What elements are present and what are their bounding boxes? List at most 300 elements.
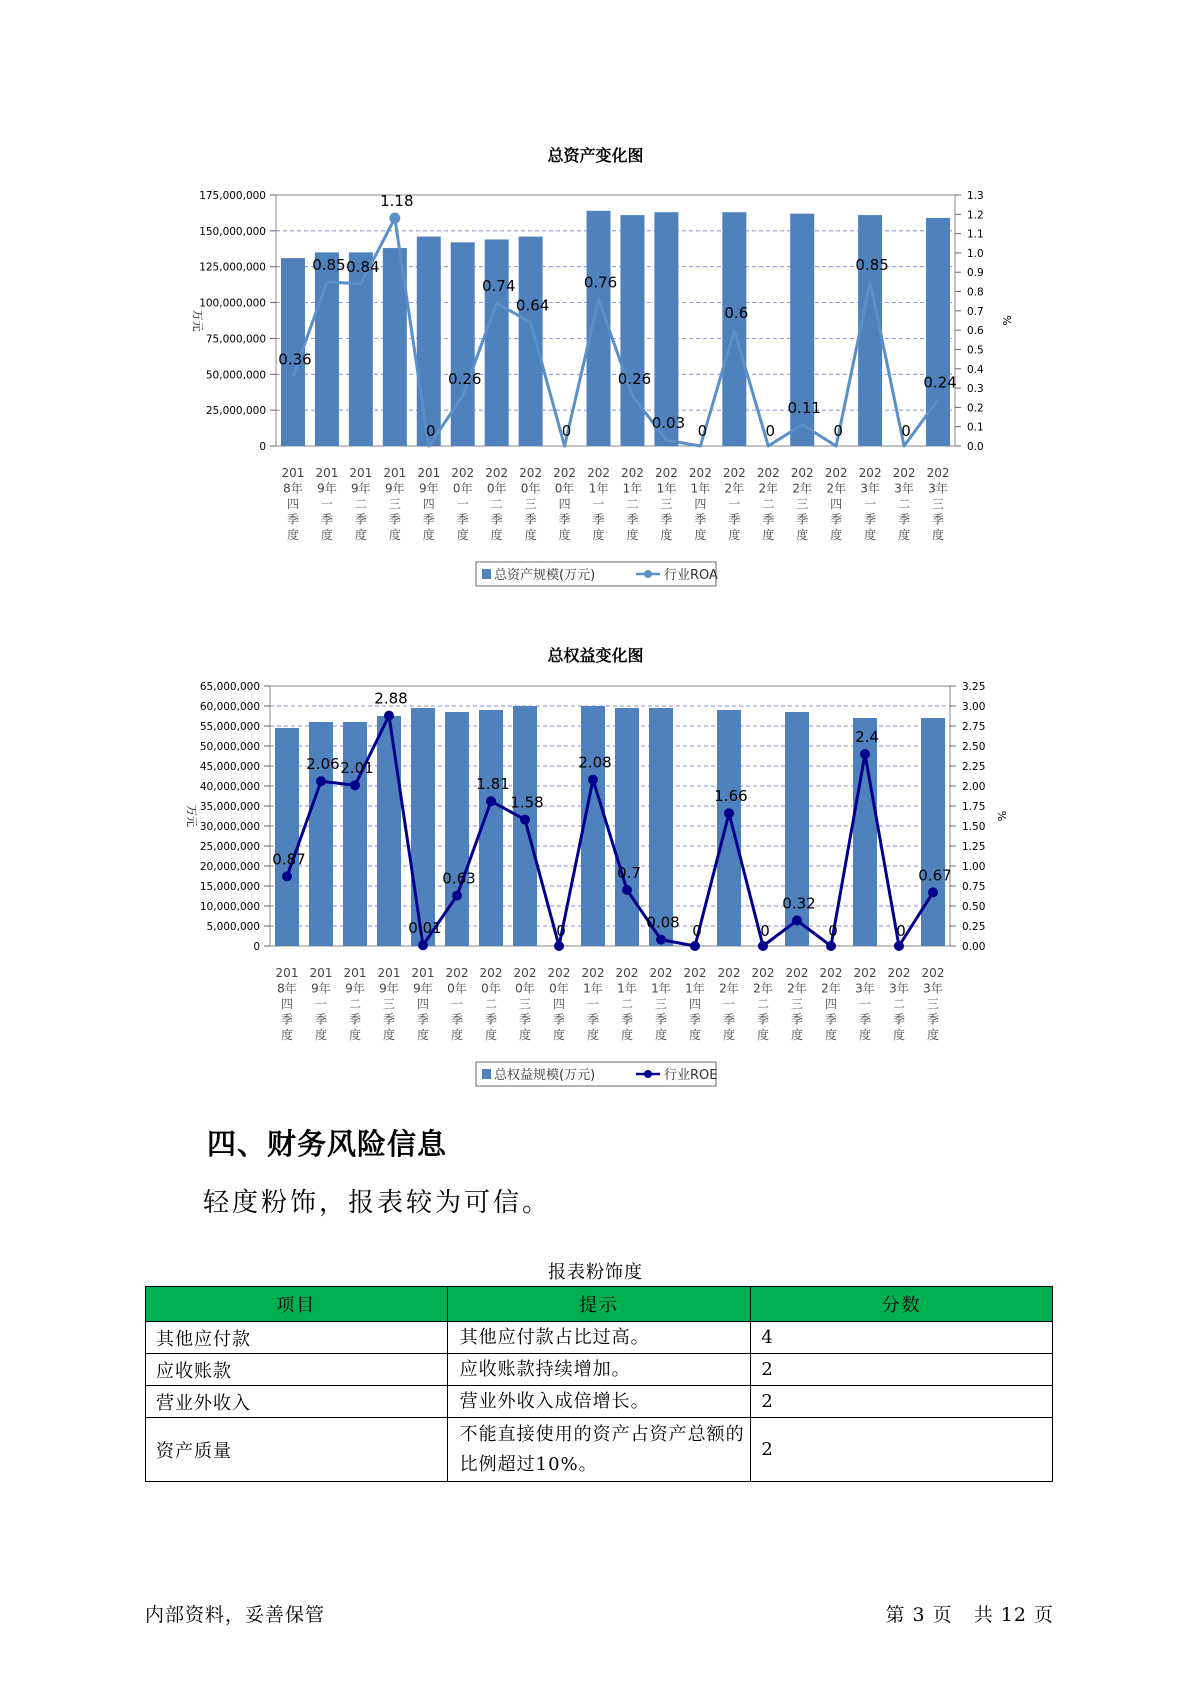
- y-right-tick-label: 0.8: [967, 286, 984, 299]
- x-tick-label: 度: [314, 1028, 328, 1042]
- y-left-tick-label: 100,000,000: [199, 297, 266, 310]
- data-label: 1.66: [714, 787, 748, 806]
- data-label: 0.26: [617, 369, 652, 388]
- x-tick-label: 1年: [617, 981, 637, 996]
- data-label: 0.6: [724, 304, 749, 323]
- x-tick-label: 二: [756, 997, 770, 1011]
- x-tick-label: 季: [416, 1012, 430, 1027]
- cell-hint: 不能直接使用的资产占资产总额的比例超过10%。: [447, 1418, 751, 1482]
- y-left-tick-label: 150,000,000: [199, 225, 266, 238]
- data-label: 0: [760, 922, 770, 940]
- x-tick-label: 201: [383, 466, 407, 480]
- y-right-tick-label: 0.00: [962, 941, 986, 953]
- y-left-tick-label: 55,000,000: [199, 721, 260, 733]
- y-left-tick-label: 20,000,000: [199, 861, 260, 873]
- x-tick-label: 2年: [724, 481, 745, 496]
- x-tick-label: 季: [490, 512, 503, 527]
- x-tick-label: 四: [688, 997, 702, 1011]
- plot-area: [270, 686, 950, 946]
- x-tick-label: 度: [490, 528, 503, 542]
- y-right-tick-label: 1.3: [967, 190, 984, 202]
- y-left-tick-label: 65,000,000: [199, 681, 260, 693]
- x-tick-label: 一: [456, 497, 469, 511]
- x-tick-label: 三: [790, 997, 804, 1011]
- x-tick-label: 202: [654, 466, 678, 480]
- x-tick-label: 201: [309, 966, 333, 980]
- x-tick-label: 季: [422, 512, 435, 527]
- x-tick-label: 一: [864, 497, 877, 511]
- x-tick-label: 9年: [345, 981, 365, 996]
- y-right-axis-label: %: [995, 810, 1008, 822]
- x-tick-label: 202: [756, 466, 780, 480]
- line-point: [860, 749, 870, 759]
- y-right-tick-label: 1.1: [967, 228, 984, 241]
- x-tick-label: 202: [479, 966, 503, 980]
- y-right-tick-label: 1.2: [967, 209, 984, 222]
- x-tick-label: 四: [416, 997, 430, 1011]
- x-tick-label: 季: [694, 512, 707, 527]
- line-point: [894, 941, 904, 951]
- x-tick-label: 度: [280, 1028, 294, 1042]
- cell-item: 营业外收入: [146, 1386, 448, 1418]
- header-item: 项目: [146, 1287, 448, 1322]
- x-tick-label: 201: [349, 466, 373, 480]
- data-label: 0.84: [346, 257, 380, 276]
- x-tick-label: 度: [382, 1028, 396, 1042]
- x-tick-label: 四: [830, 497, 843, 511]
- x-tick-label: 度: [932, 528, 945, 542]
- x-tick-label: 度: [422, 528, 435, 542]
- y-left-tick-label: 175,000,000: [199, 190, 266, 202]
- x-tick-label: 一: [722, 997, 736, 1011]
- x-tick-label: 四: [552, 997, 566, 1011]
- x-tick-label: 202: [615, 966, 639, 980]
- data-label: 0.32: [782, 894, 816, 913]
- line-point: [452, 891, 462, 901]
- data-label: 2.88: [374, 689, 408, 708]
- data-label: 0.85: [855, 255, 889, 274]
- data-label: 0.11: [787, 398, 821, 417]
- data-label: 0.76: [583, 273, 618, 292]
- x-tick-label: 2年: [753, 981, 773, 996]
- x-tick-label: 2年: [719, 981, 739, 996]
- x-tick-label: 202: [581, 966, 605, 980]
- x-tick-label: 202: [621, 466, 644, 480]
- chart1-title: 总资产变化图: [547, 146, 644, 165]
- x-tick-label: 201: [411, 966, 435, 980]
- x-tick-label: 季: [524, 512, 537, 527]
- x-tick-label: 度: [450, 1028, 464, 1042]
- header-score: 分数: [751, 1287, 1053, 1322]
- data-label: 0: [901, 422, 911, 440]
- x-tick-label: 9年: [351, 481, 371, 496]
- whitewash-table: [145, 1286, 1053, 1482]
- y-right-tick-label: 0.1: [967, 421, 984, 434]
- y-right-tick-label: 0.3: [967, 383, 984, 396]
- x-tick-label: 3年: [860, 481, 880, 496]
- x-tick-label: 1年: [651, 981, 671, 996]
- x-tick-label: 201: [343, 966, 367, 980]
- x-tick-label: 201: [281, 466, 305, 480]
- cell-item: 资产质量: [146, 1418, 448, 1482]
- data-label: 0.63: [442, 869, 476, 888]
- x-tick-label: 季: [314, 1012, 328, 1027]
- legend-bar-swatch: [482, 1069, 491, 1079]
- data-label: 0: [896, 922, 906, 940]
- x-tick-label: 季: [552, 1012, 566, 1027]
- data-label: 0.36: [278, 350, 312, 369]
- y-right-tick-label: 1.00: [962, 861, 986, 873]
- x-tick-label: 度: [892, 1028, 906, 1042]
- x-tick-label: 二: [348, 997, 362, 1011]
- x-tick-label: 3年: [889, 981, 909, 996]
- x-tick-label: 季: [626, 512, 639, 527]
- x-tick-label: 度: [348, 1028, 362, 1042]
- x-tick-label: 三: [388, 497, 401, 511]
- bar: [275, 728, 299, 946]
- x-tick-label: 三: [932, 497, 945, 511]
- x-tick-label: 三: [926, 997, 940, 1011]
- x-tick-label: 度: [552, 1028, 566, 1042]
- cell-score: 2: [751, 1418, 1053, 1482]
- y-left-axis-label: 万元: [185, 805, 198, 827]
- line-point: [792, 915, 802, 925]
- y-right-tick-label: 1.0: [967, 247, 984, 260]
- line-point: [554, 941, 564, 951]
- x-tick-label: 三: [382, 997, 396, 1011]
- x-tick-label: 1年: [656, 481, 677, 496]
- x-tick-label: 1年: [622, 481, 643, 496]
- x-tick-label: 四: [286, 497, 299, 511]
- y-left-tick-label: 0: [253, 941, 260, 953]
- x-tick-label: 季: [932, 512, 945, 527]
- x-tick-label: 202: [892, 466, 916, 480]
- x-tick-label: 度: [762, 528, 775, 542]
- x-tick-label: 度: [524, 528, 537, 542]
- x-tick-label: 度: [620, 1028, 634, 1042]
- x-tick-label: 202: [683, 966, 707, 980]
- x-tick-label: 0年: [486, 481, 507, 496]
- y-right-tick-label: 2.25: [962, 761, 986, 773]
- bar: [513, 706, 537, 946]
- x-tick-label: 度: [416, 1028, 430, 1042]
- x-tick-label: 季: [450, 1012, 464, 1027]
- y-right-tick-label: 1.50: [962, 821, 986, 833]
- x-tick-label: 3年: [855, 981, 875, 996]
- data-label: 2.08: [578, 753, 612, 772]
- x-tick-label: 季: [756, 1012, 770, 1027]
- x-tick-label: 度: [694, 528, 707, 542]
- x-tick-label: 度: [286, 528, 299, 542]
- y-left-tick-label: 15,000,000: [199, 881, 260, 893]
- y-right-tick-label: 0.7: [967, 305, 984, 318]
- cell-item: 其他应付款: [146, 1322, 448, 1354]
- section-heading: 四、财务风险信息: [207, 1127, 448, 1161]
- data-label: 2.06: [306, 755, 340, 774]
- x-tick-label: 季: [620, 1012, 634, 1027]
- x-tick-label: 一: [586, 997, 600, 1011]
- y-right-tick-label: 0.4: [967, 363, 984, 376]
- x-tick-label: 季: [926, 1012, 940, 1027]
- bar: [717, 710, 741, 946]
- x-tick-label: 201: [377, 966, 401, 980]
- x-tick-label: 季: [892, 1012, 906, 1027]
- data-label: 0.24: [923, 373, 957, 392]
- x-tick-label: 季: [824, 1012, 838, 1027]
- x-tick-label: 1年: [588, 481, 609, 496]
- y-right-tick-label: 0.2: [967, 402, 984, 415]
- x-tick-label: 202: [513, 966, 537, 980]
- y-left-tick-label: 30,000,000: [199, 821, 260, 833]
- x-tick-label: 201: [315, 466, 339, 480]
- y-left-tick-label: 25,000,000: [205, 405, 266, 418]
- footer-page-number: 第 3 页 共 12 页: [885, 1604, 1054, 1626]
- x-tick-label: 四: [422, 497, 435, 511]
- y-right-axis-label: %: [1000, 315, 1013, 326]
- table-row: [146, 1418, 1053, 1482]
- data-label: 0: [692, 922, 702, 940]
- x-tick-label: 二: [898, 497, 911, 511]
- x-tick-label: 季: [456, 512, 469, 527]
- x-tick-label: 季: [654, 1012, 668, 1027]
- table-row: [146, 1322, 1053, 1354]
- legend-bar-label: 总资产规模(万元): [494, 568, 596, 583]
- cell-hint: 应收账款持续增加。: [447, 1354, 751, 1386]
- x-tick-label: 度: [864, 528, 877, 542]
- y-left-tick-label: 125,000,000: [199, 261, 266, 274]
- table-row: [146, 1386, 1053, 1418]
- bar: [445, 712, 469, 946]
- x-tick-label: 度: [388, 528, 401, 542]
- x-tick-label: 季: [348, 1012, 362, 1027]
- table-header-row: [146, 1287, 1053, 1322]
- cell-score: 2: [751, 1386, 1053, 1418]
- x-tick-label: 一: [728, 497, 741, 511]
- data-label: 0: [561, 422, 572, 440]
- x-tick-label: 四: [280, 997, 294, 1011]
- x-tick-label: 一: [858, 997, 872, 1011]
- x-tick-label: 二: [484, 997, 498, 1011]
- x-tick-label: 3年: [894, 481, 914, 496]
- legend-line-marker: [644, 1070, 652, 1078]
- x-tick-label: 度: [626, 528, 639, 542]
- y-left-tick-label: 75,000,000: [205, 333, 266, 346]
- x-tick-label: 季: [518, 1012, 532, 1027]
- x-tick-label: 202: [587, 466, 610, 480]
- x-tick-label: 2年: [826, 481, 846, 496]
- x-tick-label: 202: [485, 466, 509, 480]
- x-tick-label: 季: [558, 512, 571, 527]
- x-tick-label: 度: [518, 1028, 532, 1042]
- x-tick-label: 9年: [311, 981, 331, 996]
- x-tick-label: 季: [830, 512, 843, 527]
- line-point: [486, 796, 496, 806]
- y-right-tick-label: 0.50: [962, 901, 986, 913]
- x-tick-label: 季: [286, 512, 299, 527]
- x-tick-label: 度: [456, 528, 469, 542]
- line-point: [282, 871, 292, 881]
- x-tick-label: 二: [354, 497, 367, 511]
- cell-score: 4: [751, 1322, 1053, 1354]
- x-tick-label: 二: [626, 497, 639, 511]
- x-tick-label: 202: [445, 966, 469, 980]
- x-tick-label: 8年: [277, 981, 297, 996]
- x-tick-label: 四: [694, 497, 707, 511]
- line-point: [350, 780, 360, 790]
- x-tick-label: 2年: [821, 981, 841, 996]
- data-label: 2.4: [855, 728, 879, 746]
- line-point: [384, 711, 394, 721]
- x-tick-label: 202: [547, 966, 571, 980]
- line-point: [690, 941, 700, 951]
- x-tick-label: 度: [654, 1028, 668, 1042]
- x-tick-label: 202: [451, 466, 475, 480]
- y-right-tick-label: 0.75: [962, 881, 986, 893]
- y-right-tick-label: 2.00: [962, 781, 986, 793]
- x-tick-label: 201: [275, 966, 299, 980]
- x-tick-label: 度: [592, 528, 605, 542]
- x-tick-label: 0年: [554, 481, 575, 496]
- x-tick-label: 202: [519, 466, 543, 480]
- x-tick-label: 度: [796, 528, 809, 542]
- line-point: [826, 941, 836, 951]
- bar: [615, 708, 639, 946]
- y-right-tick-label: 2.50: [962, 741, 986, 753]
- x-tick-label: 三: [518, 997, 532, 1011]
- x-tick-label: 季: [898, 512, 911, 527]
- data-label: 0: [833, 422, 843, 440]
- data-label: 0: [556, 922, 566, 940]
- x-tick-label: 度: [354, 528, 367, 542]
- x-tick-label: 1年: [690, 481, 711, 496]
- data-label: 0.64: [515, 296, 550, 315]
- x-tick-label: 202: [688, 466, 712, 480]
- data-label: 0: [765, 422, 776, 440]
- x-tick-label: 202: [926, 466, 950, 480]
- x-tick-label: 三: [660, 497, 673, 511]
- x-tick-label: 202: [649, 966, 673, 980]
- x-tick-label: 9年: [413, 981, 433, 996]
- x-tick-label: 9年: [418, 481, 439, 496]
- bar: [921, 718, 945, 946]
- x-tick-label: 季: [796, 512, 809, 527]
- x-tick-label: 度: [586, 1028, 600, 1042]
- data-label: 0.74: [481, 277, 516, 296]
- y-right-tick-label: 0.5: [967, 344, 984, 357]
- x-tick-label: 0年: [549, 981, 569, 996]
- line-point: [622, 885, 632, 895]
- data-label: 1.58: [510, 793, 544, 812]
- y-left-tick-label: 10,000,000: [199, 901, 260, 913]
- x-tick-label: 季: [762, 512, 775, 527]
- x-tick-label: 0年: [520, 481, 541, 496]
- x-tick-label: 二: [490, 497, 503, 511]
- legend-line-label: 行业ROA: [664, 568, 718, 583]
- x-tick-label: 季: [586, 1012, 600, 1027]
- data-label: 0.01: [408, 919, 442, 938]
- data-label: 0: [426, 422, 436, 440]
- y-right-tick-label: 0.9: [967, 267, 984, 280]
- x-tick-label: 二: [620, 997, 634, 1011]
- x-tick-label: 9年: [385, 481, 405, 496]
- x-tick-label: 三: [654, 997, 668, 1011]
- x-tick-label: 二: [892, 997, 906, 1011]
- data-label: 0.7: [617, 864, 641, 882]
- data-label: 0.87: [272, 850, 306, 869]
- y-right-tick-label: 1.25: [962, 841, 986, 853]
- legend-line-label: 行业ROE: [664, 1068, 718, 1083]
- x-tick-label: 1年: [685, 981, 705, 996]
- x-tick-label: 202: [853, 966, 877, 980]
- x-tick-label: 度: [830, 528, 843, 542]
- bar: [377, 716, 401, 946]
- line-point: [928, 887, 938, 897]
- bar: [343, 722, 367, 946]
- y-left-tick-label: 5,000,000: [206, 921, 260, 933]
- legend-bar-label: 总权益规模(万元): [494, 1068, 596, 1083]
- line-point: [588, 775, 598, 785]
- x-tick-label: 0年: [515, 981, 535, 996]
- y-left-tick-label: 50,000,000: [205, 369, 266, 382]
- x-tick-label: 三: [796, 497, 809, 511]
- data-label: 1.81: [476, 775, 510, 794]
- data-label: 0.26: [448, 369, 482, 388]
- x-tick-label: 季: [660, 512, 673, 527]
- line-point: [316, 776, 326, 786]
- y-left-tick-label: 60,000,000: [199, 701, 260, 713]
- x-tick-label: 度: [320, 528, 333, 542]
- x-tick-label: 度: [484, 1028, 498, 1042]
- x-tick-label: 季: [484, 1012, 498, 1027]
- cell-item: 应收账款: [146, 1354, 448, 1386]
- y-right-tick-label: 1.75: [962, 801, 986, 813]
- x-tick-label: 度: [824, 1028, 838, 1042]
- x-tick-label: 度: [722, 1028, 736, 1042]
- x-tick-label: 9年: [317, 481, 337, 496]
- x-tick-label: 一: [314, 997, 328, 1011]
- x-tick-label: 度: [858, 1028, 872, 1042]
- x-tick-label: 度: [558, 528, 571, 542]
- y-left-tick-label: 50,000,000: [199, 741, 260, 753]
- x-tick-label: 季: [722, 1012, 736, 1027]
- x-tick-label: 四: [558, 497, 571, 511]
- chart2-title: 总权益变化图: [547, 646, 644, 665]
- line-point: [724, 808, 734, 818]
- data-label: 0.03: [651, 414, 686, 433]
- x-tick-label: 季: [864, 512, 877, 527]
- y-left-tick-label: 40,000,000: [199, 781, 260, 793]
- y-right-tick-label: 0.25: [962, 921, 986, 933]
- x-tick-label: 202: [921, 966, 945, 980]
- x-tick-label: 202: [790, 466, 814, 480]
- x-tick-label: 四: [824, 997, 838, 1011]
- y-right-tick-label: 2.75: [962, 721, 986, 733]
- data-label: 2.01: [340, 759, 374, 778]
- x-tick-label: 8年: [283, 481, 303, 496]
- y-right-tick-label: 3.25: [962, 681, 986, 693]
- x-tick-label: 0年: [447, 981, 467, 996]
- table-row: [146, 1354, 1053, 1386]
- x-tick-label: 三: [524, 497, 537, 511]
- x-tick-label: 202: [717, 966, 741, 980]
- bar: [649, 708, 673, 946]
- x-tick-label: 202: [824, 466, 848, 480]
- x-tick-label: 度: [728, 528, 741, 542]
- x-tick-label: 1年: [583, 981, 603, 996]
- x-tick-label: 201: [417, 466, 441, 480]
- x-tick-label: 季: [858, 1012, 872, 1027]
- x-tick-label: 202: [785, 966, 809, 980]
